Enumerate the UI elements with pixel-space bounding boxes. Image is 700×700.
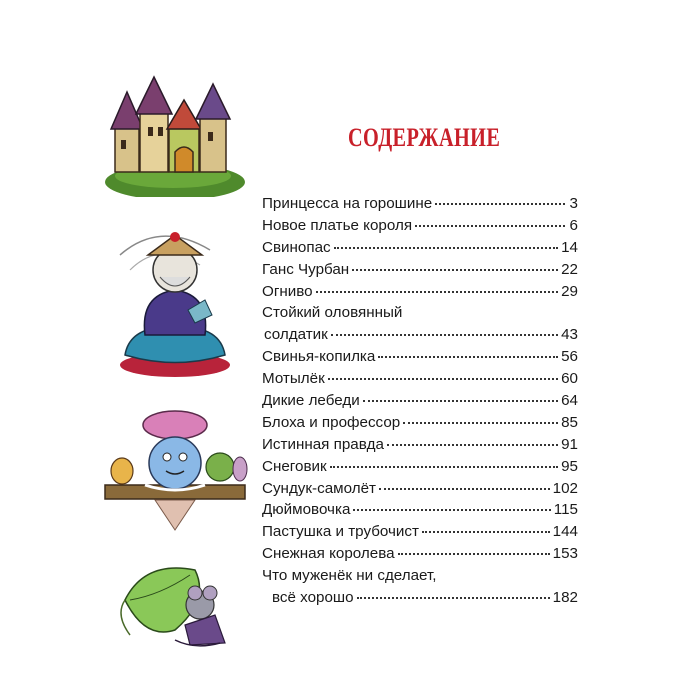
list-item[interactable] [262,281,578,303]
toc-page-number: 56 [561,348,578,366]
toc-page-number: 43 [561,326,578,344]
dot-leader [363,400,558,402]
list-item[interactable] [262,412,578,434]
leaf-mouse-illustration [115,555,245,650]
list-item[interactable] [262,434,578,456]
toc-page-number: 85 [561,413,578,431]
list-item[interactable] [262,259,578,281]
toc-page-number: 95 [561,457,578,475]
dot-leader [357,597,550,599]
toc-entry-title: Что муженёк ни сделает, [262,567,437,585]
toc-page-number: 60 [561,370,578,388]
table-of-contents [262,193,578,609]
toc-entry-title: солдатик [264,326,328,344]
teapot-illustration [100,405,250,535]
toc-entry-title: Снежная королева [262,545,395,563]
toc-entry-title: Свинопас [262,238,331,256]
toc-entry-title: Принцесса на горошине [262,195,433,212]
list-item[interactable] [262,543,578,565]
list-item[interactable] [262,390,578,412]
dot-leader [331,334,558,336]
toc-page-number: 64 [561,392,578,410]
toc-page-number: 153 [552,545,578,563]
page-title: СОДЕРЖАНИЕ [348,123,501,152]
list-item[interactable] [262,456,578,478]
dot-leader [387,444,558,446]
toc-entry-title: Снеговик [262,457,327,475]
toc-entry-title: Сундук-самолёт [262,479,376,497]
list-item[interactable] [262,478,578,500]
dot-leader [328,378,558,380]
dot-leader [378,356,558,358]
toc-entry-title: Ганс Чурбан [262,260,350,278]
list-item[interactable] [262,346,578,368]
toc-entry-title: Стойкий оловянный [262,304,403,322]
list-item[interactable] [262,215,578,237]
toc-entry-title: Дюймовочка [262,501,351,519]
dot-leader [415,225,565,227]
dot-leader [379,488,550,490]
dot-leader [334,247,558,249]
toc-page-number: 29 [561,282,578,300]
toc-entry-title: Новое платье короля [262,216,413,234]
list-item[interactable] [262,193,578,215]
list-item[interactable] [262,499,578,521]
toc-entry-title: всё хорошо [272,589,354,607]
toc-page-number: 102 [552,479,578,497]
toc-page-number: 3 [569,195,578,212]
dot-leader [398,553,550,555]
dot-leader [330,466,558,468]
dot-leader [403,422,558,424]
toc-entry-title: Блоха и профессор [262,413,401,431]
toc-entry-title: Мотылёк [262,370,325,388]
dot-leader [435,203,565,205]
mandarin-illustration [100,215,250,385]
toc-page-number: 115 [553,501,578,519]
list-item[interactable] [262,521,578,543]
list-item[interactable] [262,302,578,346]
toc-page-number: 6 [569,216,578,234]
castle-illustration [95,72,245,197]
toc-page-number: 14 [561,238,578,256]
toc-entry-title: Огниво [262,282,313,300]
toc-entry-title: Дикие лебеди [262,392,360,410]
dot-leader [422,531,550,533]
toc-page-number: 144 [552,523,578,541]
dot-leader [353,509,550,511]
list-item[interactable] [262,565,578,609]
toc-page-number: 182 [552,589,578,607]
list-item[interactable] [262,237,578,259]
dot-leader [316,291,559,293]
toc-entry-title: Свинья-копилка [262,348,376,366]
list-item[interactable] [262,368,578,390]
toc-page-number: 22 [561,260,578,278]
toc-entry-title: Истинная правда [262,435,384,453]
dot-leader [352,269,558,271]
toc-entry-title: Пастушка и трубочист [262,523,419,541]
toc-page-number: 91 [561,435,578,453]
